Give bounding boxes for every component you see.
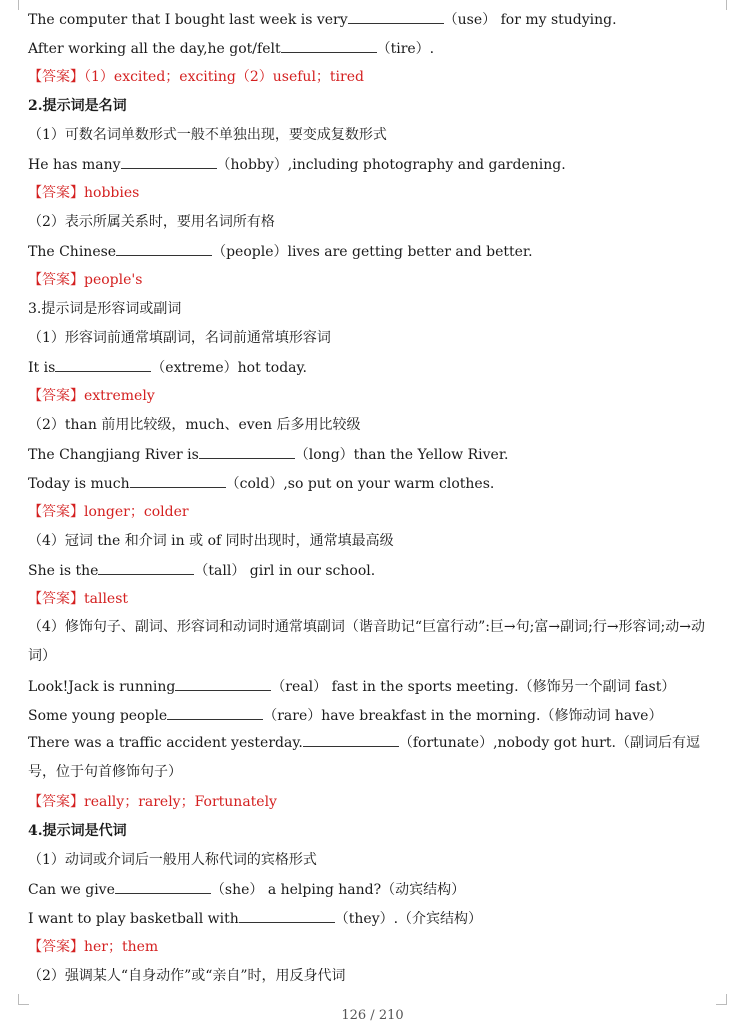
sentence-text: （tall） girl in our school.	[194, 563, 376, 579]
sentence-text: Today is much	[28, 476, 130, 492]
sentence-text: The computer that I bought last week is very	[28, 12, 348, 28]
exercise-sentence	[28, 560, 725, 581]
exercise-sentence	[28, 444, 725, 465]
answer-blank	[199, 444, 295, 459]
sentence-text: （rare）have breakfast in the morning.（修饰动词 have）	[263, 708, 663, 724]
answer-blank	[167, 705, 263, 720]
answer-line: 【答案】people's	[28, 272, 143, 288]
sentence-text: （extreme）hot today.	[151, 360, 308, 376]
answer-line: 【答案】really；rarely；Fortunately	[28, 794, 277, 810]
sentence-text: The Changjiang River is	[28, 447, 199, 463]
page-corner-mark	[716, 994, 727, 1005]
sentence-text: It is	[28, 360, 56, 376]
answer-line: 【答案】hobbies	[28, 185, 140, 201]
rule-text: （1）可数名词单数形式一般不单独出现，要变成复数形式	[28, 127, 387, 143]
answer-blank	[303, 732, 399, 747]
exercise-sentence	[28, 705, 725, 726]
answer-line: 【答案】longer；colder	[28, 504, 189, 520]
sentence-text: There was a traffic accident yesterday.	[28, 735, 303, 751]
exercise-sentence	[28, 241, 725, 262]
page-number: 126 / 210	[341, 1008, 404, 1023]
sentence-text: Look!Jack is running	[28, 679, 176, 695]
exercise-sentence	[28, 38, 725, 59]
section-heading: 3.提示词是形容词或副词	[28, 301, 182, 317]
exercise-sentence	[28, 473, 725, 494]
sentence-text: （she） a helping hand?（动宾结构）	[210, 882, 466, 898]
rule-text: （1）形容词前通常填副词，名词前通常填形容词	[28, 330, 331, 346]
sentence-text: （hobby）,including photography and gardening.	[216, 157, 566, 173]
answer-line: 【答案】her；them	[28, 939, 159, 955]
exercise-sentence	[28, 357, 725, 378]
answer-blank	[239, 908, 335, 923]
sentence-text: （fortunate）,nobody got hurt.（副词后有逗号，位于句首修饰句子）	[28, 735, 700, 780]
sentence-text: The Chinese	[28, 244, 117, 260]
answer-blank	[98, 560, 194, 575]
rule-text: （2）than 前用比较级，much、even 后多用比较级	[28, 417, 361, 433]
rule-text: （2）表示所属关系时，要用名词所有格	[28, 214, 275, 230]
exercise-sentence	[28, 676, 725, 697]
sentence-text: （long）than the Yellow River.	[294, 447, 509, 463]
answer-line: 【答案】（1）excited；exciting（2）useful；tired	[28, 69, 364, 85]
rule-text: （4）修饰句子、副词、形容词和动词时通常填副词（谐音助记“巨富行动”:巨→句;富→副词;行→形容词;动→动词）	[28, 619, 706, 664]
exercise-sentence	[28, 908, 725, 929]
answer-blank	[175, 676, 271, 691]
exercise-sentence	[28, 879, 725, 900]
answer-blank	[116, 241, 212, 256]
sentence-text: She is the	[28, 563, 99, 579]
answer-line: 【答案】tallest	[28, 591, 129, 607]
answer-blank	[115, 879, 211, 894]
rule-text: （1）动词或介词后一般用人称代词的宾格形式	[28, 852, 317, 868]
rule-text: （2）强调某人“自身动作”或“亲自”时，用反身代词	[28, 968, 346, 984]
answer-blank	[121, 154, 217, 169]
sentence-text: （cold）,so put on your warm clothes.	[225, 476, 495, 492]
answer-blank	[281, 38, 377, 53]
exercise-sentence	[28, 154, 725, 175]
answer-blank	[130, 473, 226, 488]
answer-blank	[55, 357, 151, 372]
section-heading: 4.提示词是代词	[28, 823, 127, 839]
page-corner-mark	[18, 994, 29, 1005]
sentence-text: I want to play basketball with	[28, 911, 239, 927]
answer-blank	[348, 9, 444, 24]
sentence-text: （they）.（介宾结构）	[334, 911, 483, 927]
sentence-text: （real） fast in the sports meeting.（修饰另一个副词 fast）	[271, 679, 676, 695]
sentence-text: Some young people	[28, 708, 168, 724]
sentence-text: He has many	[28, 157, 121, 173]
sentence-text: （tire）.	[376, 41, 435, 57]
sentence-text: （use） for my studying.	[443, 12, 617, 28]
rule-text: （4）冠词 the 和介词 in 或 of 同时出现时，通常填最高级	[28, 533, 394, 549]
sentence-text: After working all the day,he got/felt	[28, 41, 281, 57]
exercise-sentence	[28, 9, 725, 30]
answer-line: 【答案】extremely	[28, 388, 155, 404]
exercise-sentence	[28, 729, 725, 787]
section-heading: 2.提示词是名词	[28, 98, 127, 114]
sentence-text: （people）lives are getting better and better.	[212, 244, 533, 260]
sentence-text: Can we give	[28, 882, 115, 898]
